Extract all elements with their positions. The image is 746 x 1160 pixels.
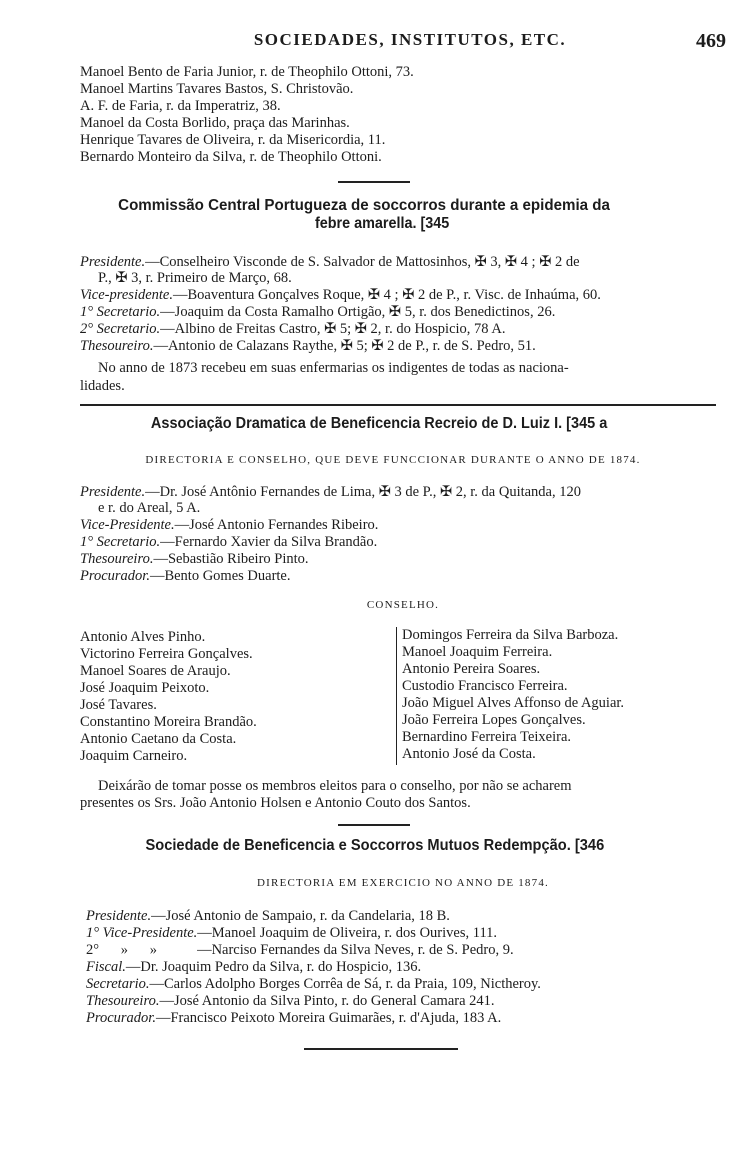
member-role: Vice-Presidente. bbox=[80, 517, 175, 533]
member-line bbox=[98, 500, 200, 516]
member-detail: —Joaquim da Costa Ramalho Ortigão, ✠ 5, r. dos Benedictinos, 26. bbox=[160, 304, 556, 320]
list-item: Manoel Bento de Faria Junior, r. de Theophilo Ottoni, 73. bbox=[80, 64, 414, 80]
section-title: Associação Dramatica de Beneficencia Recreio de D. Luiz I. [345 a bbox=[150, 415, 608, 432]
note-text: presentes os Srs. João Antonio Holsen e Antonio Couto dos Santos. bbox=[80, 795, 471, 811]
column-divider bbox=[396, 627, 397, 765]
list-item: Henrique Tavares de Oliveira, r. da Misericordia, 11. bbox=[80, 132, 386, 148]
member-role: Presidente. bbox=[80, 484, 146, 500]
section-divider bbox=[80, 404, 716, 406]
list-item: Constantino Moreira Brandão. bbox=[80, 714, 257, 730]
list-item: A. F. de Faria, r. da Imperatriz, 38. bbox=[80, 98, 281, 114]
list-item: Antonio Alves Pinho. bbox=[80, 629, 206, 645]
member-detail: —José Antonio da Silva Pinto, r. do General Camara 241. bbox=[159, 993, 495, 1009]
list-item: José Joaquim Peixoto. bbox=[80, 680, 210, 696]
conselho-heading: CONSELHO. bbox=[366, 599, 440, 611]
member-detail: —Dr. Joaquim Pedro da Silva, r. do Hospicio, 136. bbox=[125, 959, 422, 975]
member-detail: e r. do Areal, 5 A. bbox=[98, 500, 201, 516]
member-role: Procurador. bbox=[80, 568, 150, 584]
member-line bbox=[80, 304, 555, 320]
page-number: 469 bbox=[696, 30, 726, 52]
member-detail: P., ✠ 3, r. Primeiro de Março, 68. bbox=[98, 270, 292, 286]
member-detail: —José Antonio Fernandes Ribeiro. bbox=[174, 517, 379, 533]
member-detail: —Carlos Adolpho Borges Corrêa de Sá, r. da Praia, 109, Nictheroy. bbox=[149, 976, 541, 992]
list-item: Antonio Caetano da Costa. bbox=[80, 731, 237, 747]
note-text: No anno de 1873 recebeu em suas enfermarias os indigentes de todas as naciona- bbox=[98, 360, 569, 376]
member-detail: —Sebastião Ribeiro Pinto. bbox=[153, 551, 309, 567]
member-role: 2° Secretario. bbox=[80, 321, 161, 337]
member-detail: —Antonio de Calazans Raythe, ✠ 5; ✠ 2 de P., r. de S. Pedro, 51. bbox=[153, 338, 536, 354]
member-detail: —Conselheiro Visconde de S. Salvador de Mattosinhos, ✠ 3, ✠ 4 ; ✠ 2 de bbox=[145, 254, 580, 270]
member-line bbox=[80, 321, 505, 337]
member-line bbox=[98, 270, 292, 286]
member-detail: —Dr. José Antônio Fernandes de Lima, ✠ 3 de P., ✠ 2, r. da Quitanda, 120 bbox=[145, 484, 581, 500]
member-role: 1° Secretario. bbox=[80, 534, 161, 550]
member-role: Procurador. bbox=[86, 1010, 156, 1026]
member-line bbox=[80, 484, 581, 500]
member-line bbox=[86, 925, 497, 941]
member-line bbox=[86, 959, 421, 975]
member-line bbox=[80, 517, 378, 533]
member-line bbox=[80, 551, 309, 567]
list-item: João Ferreira Lopes Gonçalves. bbox=[402, 712, 586, 728]
section-divider bbox=[338, 824, 410, 826]
running-head: SOCIEDADES, INSTITUTOS, ETC. bbox=[253, 30, 567, 49]
member-line bbox=[80, 254, 580, 270]
section-divider bbox=[338, 181, 410, 183]
list-item: Manoel Martins Tavares Bastos, S. Christovão. bbox=[80, 81, 354, 97]
member-role: Fiscal. bbox=[86, 959, 126, 975]
member-role: Secretario. bbox=[86, 976, 150, 992]
member-detail: —Albino de Freitas Castro, ✠ 5; ✠ 2, r. do Hospicio, 78 A. bbox=[160, 321, 506, 337]
section-subtitle: DIRECTORIA EM EXERCICIO NO ANNO DE 1874. bbox=[257, 877, 549, 889]
member-role: Presidente. bbox=[86, 908, 152, 924]
member-detail: —Francisco Peixoto Moreira Guimarães, r. d'Ajuda, 183 A. bbox=[155, 1010, 502, 1026]
section-divider bbox=[304, 1048, 458, 1050]
member-line bbox=[86, 976, 541, 992]
list-item: João Miguel Alves Affonso de Aguiar. bbox=[402, 695, 625, 711]
member-detail: —Manoel Joaquim de Oliveira, r. dos Ourives, 111. bbox=[197, 925, 498, 941]
member-line bbox=[86, 908, 450, 924]
member-line bbox=[80, 338, 536, 354]
section-subtitle: DIRECTORIA E CONSELHO, QUE DEVE FUNCCIONAR DURANTE O ANNO DE 1874. bbox=[145, 454, 641, 466]
member-role: Thesoureiro. bbox=[80, 338, 154, 354]
list-item: Domingos Ferreira da Silva Barboza. bbox=[402, 627, 619, 643]
member-detail: —Boaventura Gonçalves Roque, ✠ 4 ; ✠ 2 de P., r. Visc. de Inhaúma, 60. bbox=[173, 287, 601, 303]
member-role: Thesoureiro. bbox=[80, 551, 154, 567]
list-item: Manoel Soares de Araujo. bbox=[80, 663, 231, 679]
list-item: José Tavares. bbox=[80, 697, 157, 713]
list-item: Manoel da Costa Borlido, praça das Marinhas. bbox=[80, 115, 350, 131]
list-item: Antonio José da Costa. bbox=[402, 746, 536, 762]
member-role: Presidente. bbox=[80, 254, 146, 270]
section-title: Sociedade de Beneficencia e Soccorros Mutuos Redempção. [346 bbox=[145, 837, 605, 854]
section-title: Commissão Central Portugueza de soccorros durante a epidemia da bbox=[118, 197, 610, 214]
list-item: Bernardino Ferreira Teixeira. bbox=[402, 729, 572, 745]
member-detail: —Bento Gomes Duarte. bbox=[149, 568, 291, 584]
member-line bbox=[80, 287, 601, 303]
member-detail: —Narciso Fernandes da Silva Neves, r. de S. Pedro, 9. bbox=[197, 942, 514, 958]
member-line bbox=[86, 942, 514, 958]
member-line bbox=[80, 568, 291, 584]
list-item: Bernardo Monteiro da Silva, r. de Theophilo Ottoni. bbox=[80, 149, 382, 165]
list-item: Manoel Joaquim Ferreira. bbox=[402, 644, 553, 660]
member-role: 2° » » bbox=[86, 942, 158, 958]
list-item: Joaquim Carneiro. bbox=[80, 748, 188, 764]
member-role: 1° Vice-Presidente. bbox=[86, 925, 198, 941]
member-role: Thesoureiro. bbox=[86, 993, 160, 1009]
member-detail: —José Antonio de Sampaio, r. da Candelaria, 18 B. bbox=[151, 908, 450, 924]
member-line bbox=[86, 1010, 501, 1026]
list-item: Victorino Ferreira Gonçalves. bbox=[80, 646, 253, 662]
member-detail: —Fernardo Xavier da Silva Brandão. bbox=[160, 534, 378, 550]
member-line bbox=[80, 534, 377, 550]
member-line bbox=[86, 993, 495, 1009]
member-role: Vice-presidente. bbox=[80, 287, 173, 303]
note-text: lidades. bbox=[80, 378, 125, 394]
list-item: Custodio Francisco Ferreira. bbox=[402, 678, 568, 694]
section-title: febre amarella. [345 bbox=[314, 215, 450, 232]
list-item: Antonio Pereira Soares. bbox=[402, 661, 541, 677]
member-role: 1° Secretario. bbox=[80, 304, 161, 320]
note-text: Deixárão de tomar posse os membros eleitos para o conselho, por não se acharem bbox=[98, 778, 572, 794]
